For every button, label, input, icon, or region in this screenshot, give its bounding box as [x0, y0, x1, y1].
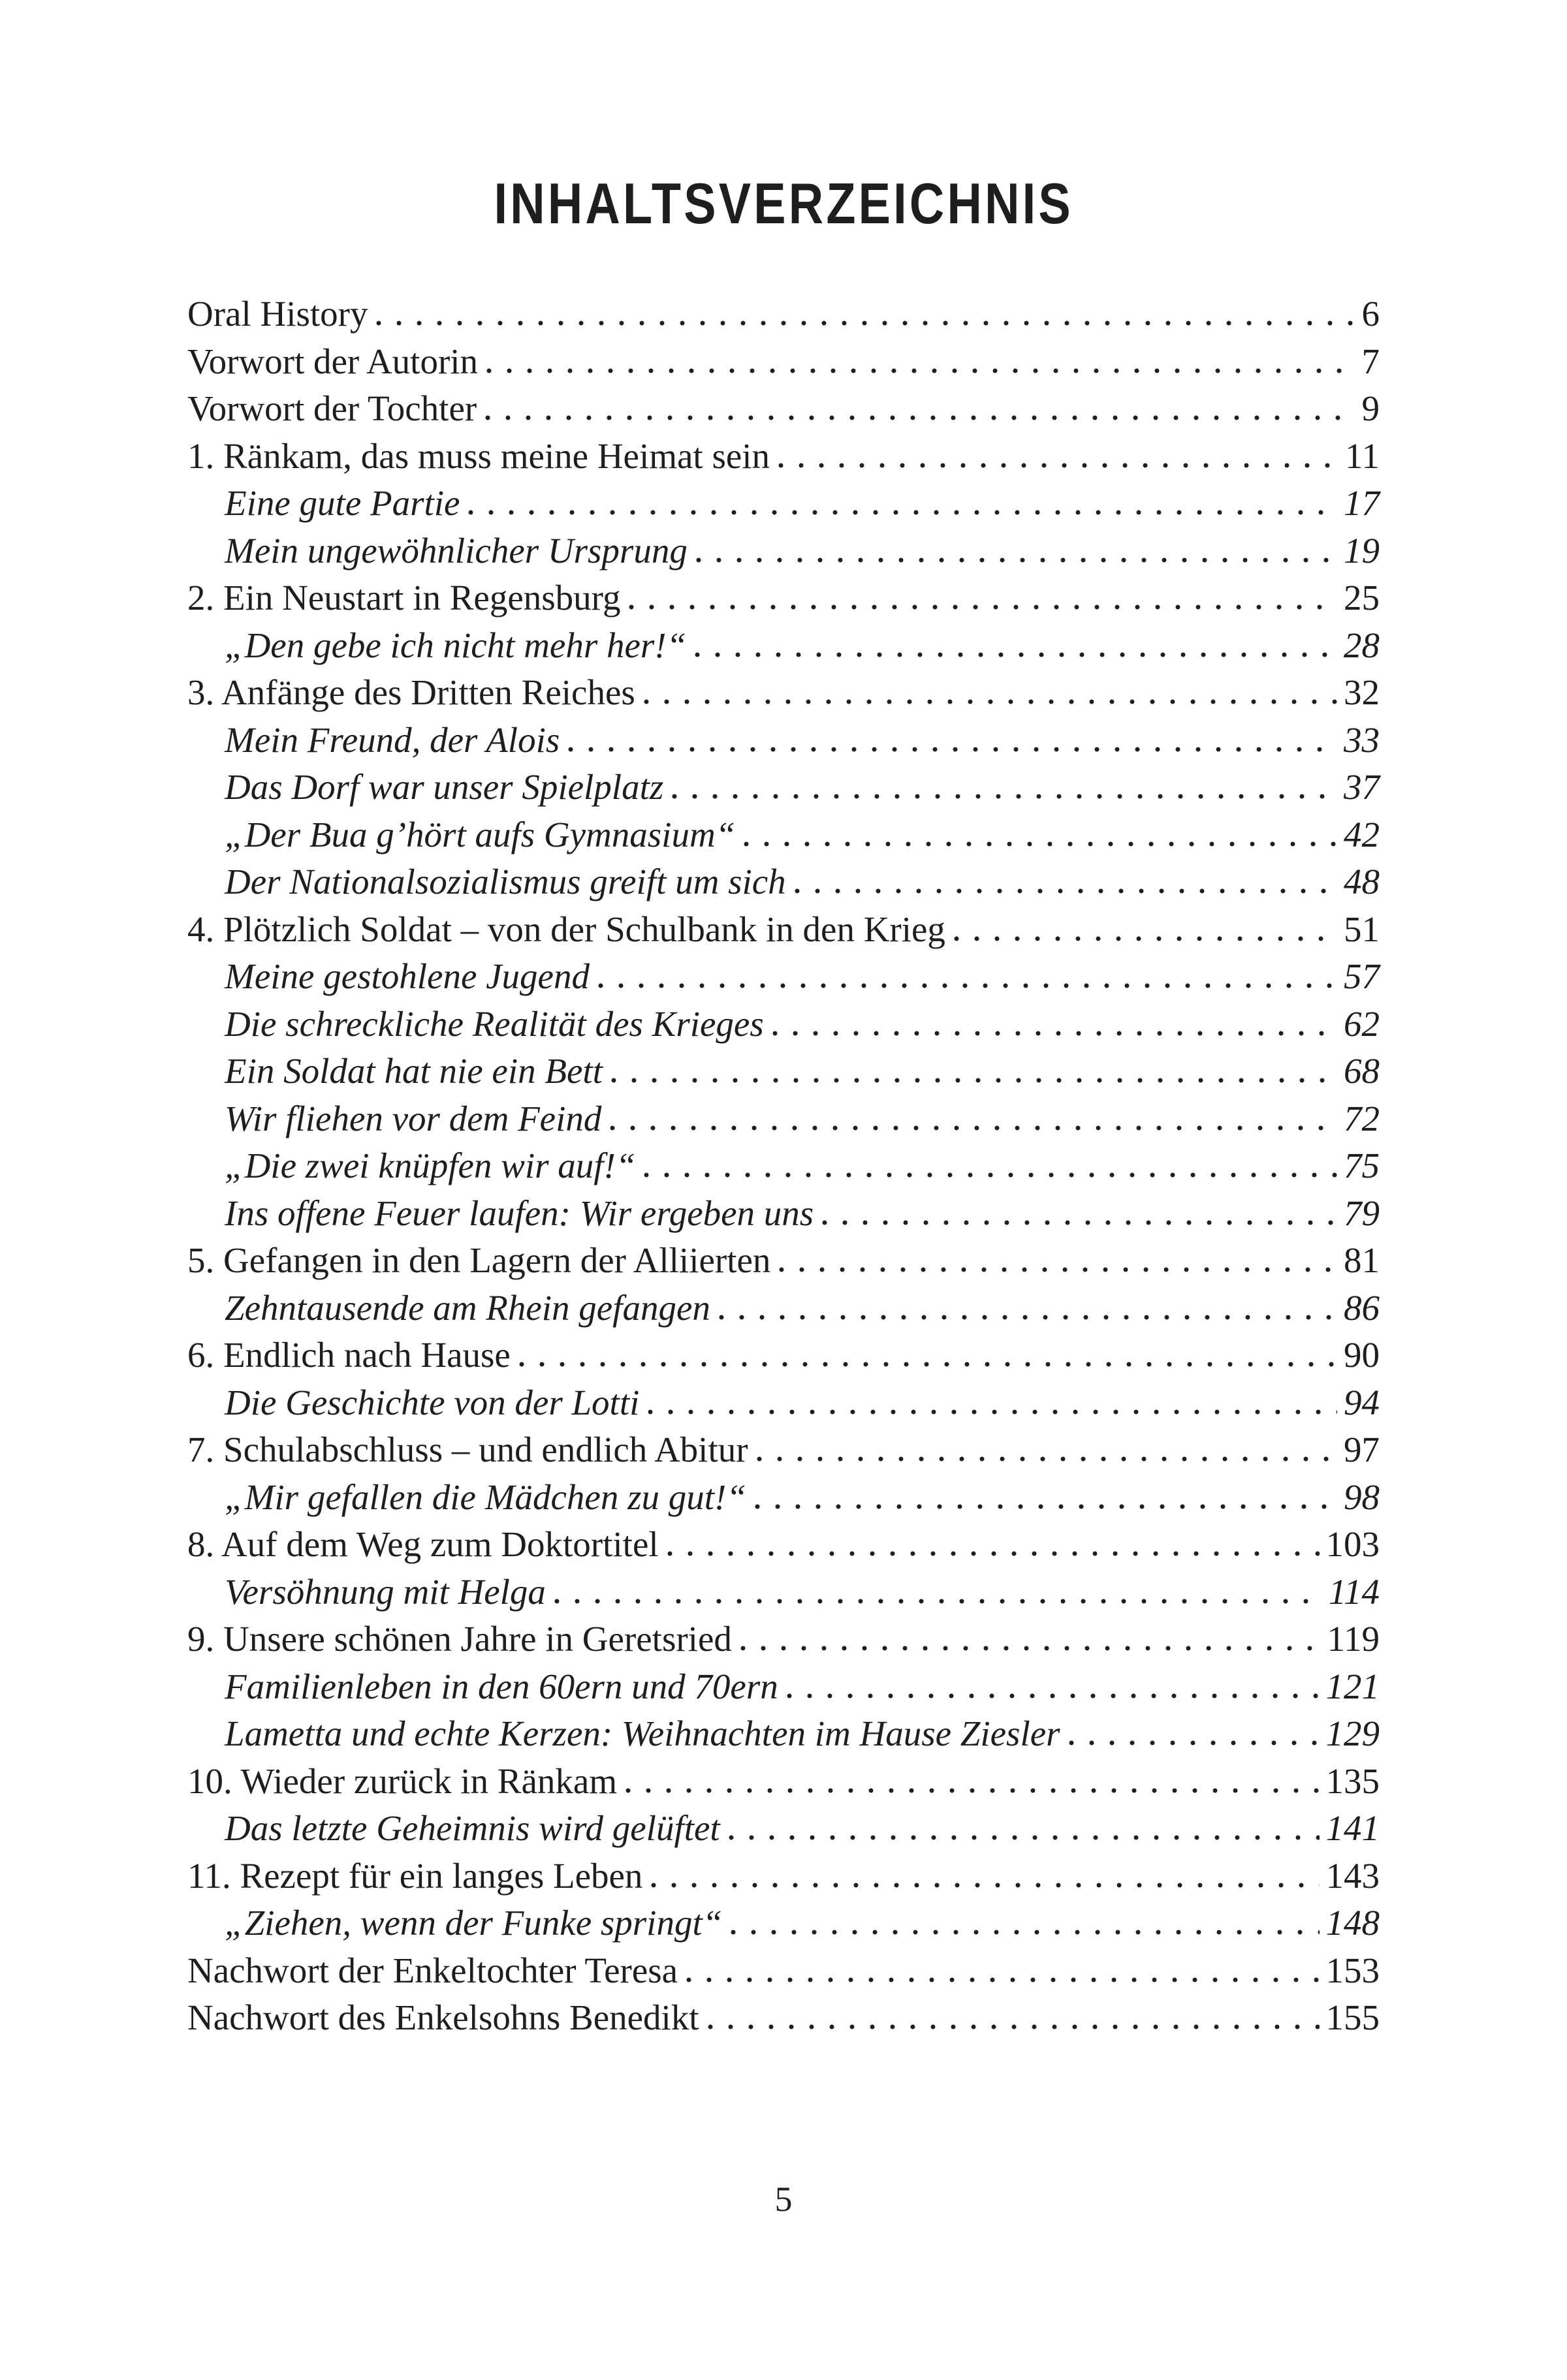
toc-entry-page: 97 [1344, 1430, 1380, 1469]
dot-leader [567, 744, 1337, 752]
toc-entry-label: Versöhnung mit Helga [225, 1571, 546, 1612]
toc-entry [187, 1190, 1380, 1238]
dot-leader [1068, 1738, 1320, 1746]
dot-leader [794, 886, 1337, 894]
toc-entry-label: 10. Wieder zurück in Ränkam [187, 1761, 618, 1801]
toc-entry-label: Wir fliehen vor dem Feind [225, 1098, 602, 1138]
toc-entry-page: 148 [1325, 1903, 1380, 1943]
dot-leader [772, 1028, 1337, 1036]
folio-page-number: 5 [774, 2180, 793, 2219]
toc-entry-page: 7 [1361, 341, 1380, 381]
toc-entry-page: 68 [1344, 1051, 1380, 1091]
toc-entry-label: Nachwort des Enkelsohns Benedikt [187, 1997, 699, 2037]
dot-leader [643, 1170, 1337, 1178]
toc-entry-page: 19 [1344, 530, 1380, 571]
toc-entry-label: Familienleben in den 60ern und 70ern [225, 1666, 778, 1706]
toc-entry-label: „Mir gefallen die Mädchen zu gut!“ [225, 1477, 746, 1517]
toc-entry [187, 1285, 1380, 1332]
toc-entry-page: 79 [1344, 1193, 1380, 1233]
toc-entry-label: 6. Endlich nach Hause [187, 1335, 511, 1375]
dot-leader [754, 1501, 1337, 1509]
toc-entry [187, 1663, 1380, 1711]
page-title-text: INHALTSVERZEICHNIS [494, 171, 1073, 236]
toc-entry [187, 953, 1380, 1001]
toc-entry-label: Die Geschichte von der Lotti [225, 1382, 640, 1422]
toc-entry-page: 25 [1344, 578, 1380, 618]
toc-entry-page: 141 [1325, 1808, 1380, 1848]
toc-entry-label: 3. Anfänge des Dritten Reiches [187, 672, 635, 712]
dot-leader [650, 1880, 1319, 1888]
toc-entry-page: 94 [1344, 1382, 1380, 1422]
toc-entry [187, 1142, 1380, 1190]
page-title [0, 171, 1567, 236]
toc-entry [187, 1710, 1380, 1758]
dot-leader [610, 1075, 1337, 1083]
dot-leader [667, 1548, 1320, 1556]
dot-leader [740, 1643, 1321, 1651]
toc-entry-label: „Den gebe ich nicht mehr her!“ [225, 625, 687, 665]
toc-entry-label: Ein Soldat hat nie ein Bett [225, 1051, 603, 1091]
dot-leader [694, 650, 1337, 657]
toc-entry [187, 717, 1380, 764]
toc-entry-page: 129 [1325, 1714, 1380, 1753]
toc-entry [187, 433, 1380, 480]
toc-entry-label: 4. Plötzlich Soldat – von der Schulbank in den Krieg [187, 909, 945, 949]
toc-entry [187, 1379, 1380, 1427]
toc-entry-page: 135 [1325, 1761, 1380, 1801]
toc-entry-label: Vorwort der Tochter [187, 388, 477, 428]
toc-entry [187, 1853, 1380, 1900]
toc-entry [187, 1237, 1380, 1285]
toc-entry [187, 290, 1380, 338]
dot-leader [484, 413, 1355, 420]
toc-entry-page: 62 [1344, 1003, 1380, 1044]
toc-entry-page: 57 [1344, 956, 1380, 996]
toc-entry-page: 6 [1361, 294, 1380, 334]
toc-entry-page: 11 [1345, 435, 1380, 476]
toc-entry-page: 48 [1344, 862, 1380, 901]
toc-entry [187, 1805, 1380, 1853]
toc-entry [187, 1616, 1380, 1663]
toc-entry-page: 86 [1344, 1287, 1380, 1328]
toc-entry-label: „Der Bua g’hört aufs Gymnasium“ [225, 814, 736, 854]
toc-entry-label: Die schreckliche Realität des Krieges [225, 1003, 764, 1044]
toc-entry [187, 906, 1380, 954]
toc-entry-label: Vorwort der Autorin [187, 341, 479, 381]
dot-leader [953, 933, 1337, 941]
dot-leader [821, 1217, 1337, 1225]
toc-entry-label: Nachwort der Enkeltochter Teresa [187, 1950, 678, 1990]
dot-leader [518, 1359, 1337, 1367]
toc-entry-label: 7. Schulabschluss – und endlich Abitur [187, 1430, 748, 1469]
toc-entry-label: 9. Unsere schönen Jahre in Geretsried [187, 1619, 732, 1659]
toc-entry-page: 114 [1328, 1571, 1380, 1612]
toc-entry-page: 155 [1325, 1997, 1380, 2037]
toc-entry [187, 338, 1380, 386]
toc-entry [187, 1569, 1380, 1616]
toc-list [187, 290, 1380, 2042]
toc-entry [187, 480, 1380, 527]
dot-leader [743, 839, 1337, 847]
toc-entry [187, 1332, 1380, 1379]
toc-entry-page: 121 [1325, 1666, 1380, 1706]
toc-entry [187, 1521, 1380, 1569]
toc-entry [187, 1947, 1380, 1995]
toc-entry [187, 385, 1380, 433]
toc-entry-page: 81 [1344, 1240, 1380, 1280]
toc-entry-label: Lametta und echte Kerzen: Weihnachten im Hause Ziesler [225, 1714, 1060, 1753]
dot-leader [643, 697, 1337, 704]
toc-entry-label: Der Nationalsozialismus greift um sich [225, 862, 786, 901]
dot-leader [671, 791, 1337, 799]
dot-leader [609, 1123, 1337, 1131]
dot-leader [778, 1264, 1337, 1272]
toc-entry-page: 75 [1344, 1146, 1380, 1185]
toc-entry [187, 1994, 1380, 2042]
toc-entry-label: Eine gute Partie [225, 483, 460, 523]
toc-entry [187, 858, 1380, 906]
dot-leader [730, 1927, 1319, 1935]
dot-leader [486, 366, 1355, 373]
dot-leader [695, 555, 1337, 563]
toc-entry-page: 51 [1344, 909, 1380, 949]
toc-entry-page: 17 [1344, 483, 1380, 523]
toc-entry-page: 28 [1344, 625, 1380, 665]
dot-leader [786, 1691, 1320, 1699]
toc-entry-page: 143 [1325, 1855, 1380, 1896]
toc-entry-page: 32 [1344, 672, 1380, 712]
toc-entry-page: 90 [1344, 1335, 1380, 1375]
toc-entry [187, 764, 1380, 811]
toc-entry-page: 153 [1325, 1950, 1380, 1990]
toc-entry-label: Das Dorf war unser Spielplatz [225, 767, 664, 807]
dot-leader [686, 1975, 1319, 1982]
toc-entry [187, 669, 1380, 717]
dot-leader [778, 460, 1338, 468]
dot-leader [597, 980, 1337, 988]
toc-entry-label: „Ziehen, wenn der Funke springt“ [225, 1903, 723, 1943]
toc-entry-label: Mein ungewöhnlicher Ursprung [225, 530, 688, 571]
toc-entry-label: 2. Ein Neustart in Regensburg [187, 578, 621, 618]
toc-entry-label: Oral History [187, 294, 368, 334]
dot-leader [467, 507, 1337, 515]
toc-entry-label: 1. Ränkam, das muss meine Heimat sein [187, 435, 770, 476]
toc-entry [187, 811, 1380, 859]
toc-entry-page: 119 [1327, 1619, 1380, 1659]
toc-entry [187, 1474, 1380, 1522]
toc-entry-label: 11. Rezept für ein langes Leben [187, 1855, 643, 1896]
toc-entry-label: „Die zwei knüpfen wir auf!“ [225, 1146, 636, 1185]
toc-entry-label: Das letzte Geheimnis wird gelüftet [225, 1808, 720, 1848]
toc-entry [187, 622, 1380, 670]
toc-entry-label: Meine gestohlene Jugend [225, 956, 590, 996]
toc-entry-page: 42 [1344, 814, 1380, 854]
toc-entry-label: Mein Freund, der Alois [225, 719, 560, 760]
dot-leader [625, 1785, 1319, 1793]
toc-entry [187, 1095, 1380, 1143]
toc-entry-page: 103 [1325, 1524, 1380, 1564]
dot-leader [375, 318, 1355, 326]
toc-entry-page: 98 [1344, 1477, 1380, 1517]
toc-entry-page: 33 [1344, 719, 1380, 760]
toc-entry-page: 37 [1344, 767, 1380, 807]
toc-entry-label: Zehntausende am Rhein gefangen [225, 1287, 710, 1328]
toc-entry [187, 527, 1380, 575]
toc-entry-label: 8. Auf dem Weg zum Doktortitel [187, 1524, 659, 1564]
toc-entry [187, 1758, 1380, 1806]
toc-entry [187, 1048, 1380, 1095]
toc-entry-page: 72 [1344, 1098, 1380, 1138]
dot-leader [728, 1832, 1320, 1840]
toc-entry [187, 1900, 1380, 1947]
dot-leader [756, 1454, 1337, 1462]
dot-leader [718, 1312, 1337, 1320]
toc-entry [187, 574, 1380, 622]
toc-entry [187, 1001, 1380, 1048]
dot-leader [707, 2022, 1320, 2029]
toc-entry [187, 1426, 1380, 1474]
dot-leader [647, 1407, 1337, 1415]
dot-leader [628, 602, 1337, 610]
toc-entry-label: 5. Gefangen in den Lagern der Alliierten [187, 1240, 771, 1280]
toc-entry-label: Ins offene Feuer laufen: Wir ergeben uns [225, 1193, 814, 1233]
toc-entry-page: 9 [1361, 388, 1380, 428]
dot-leader [554, 1596, 1322, 1604]
